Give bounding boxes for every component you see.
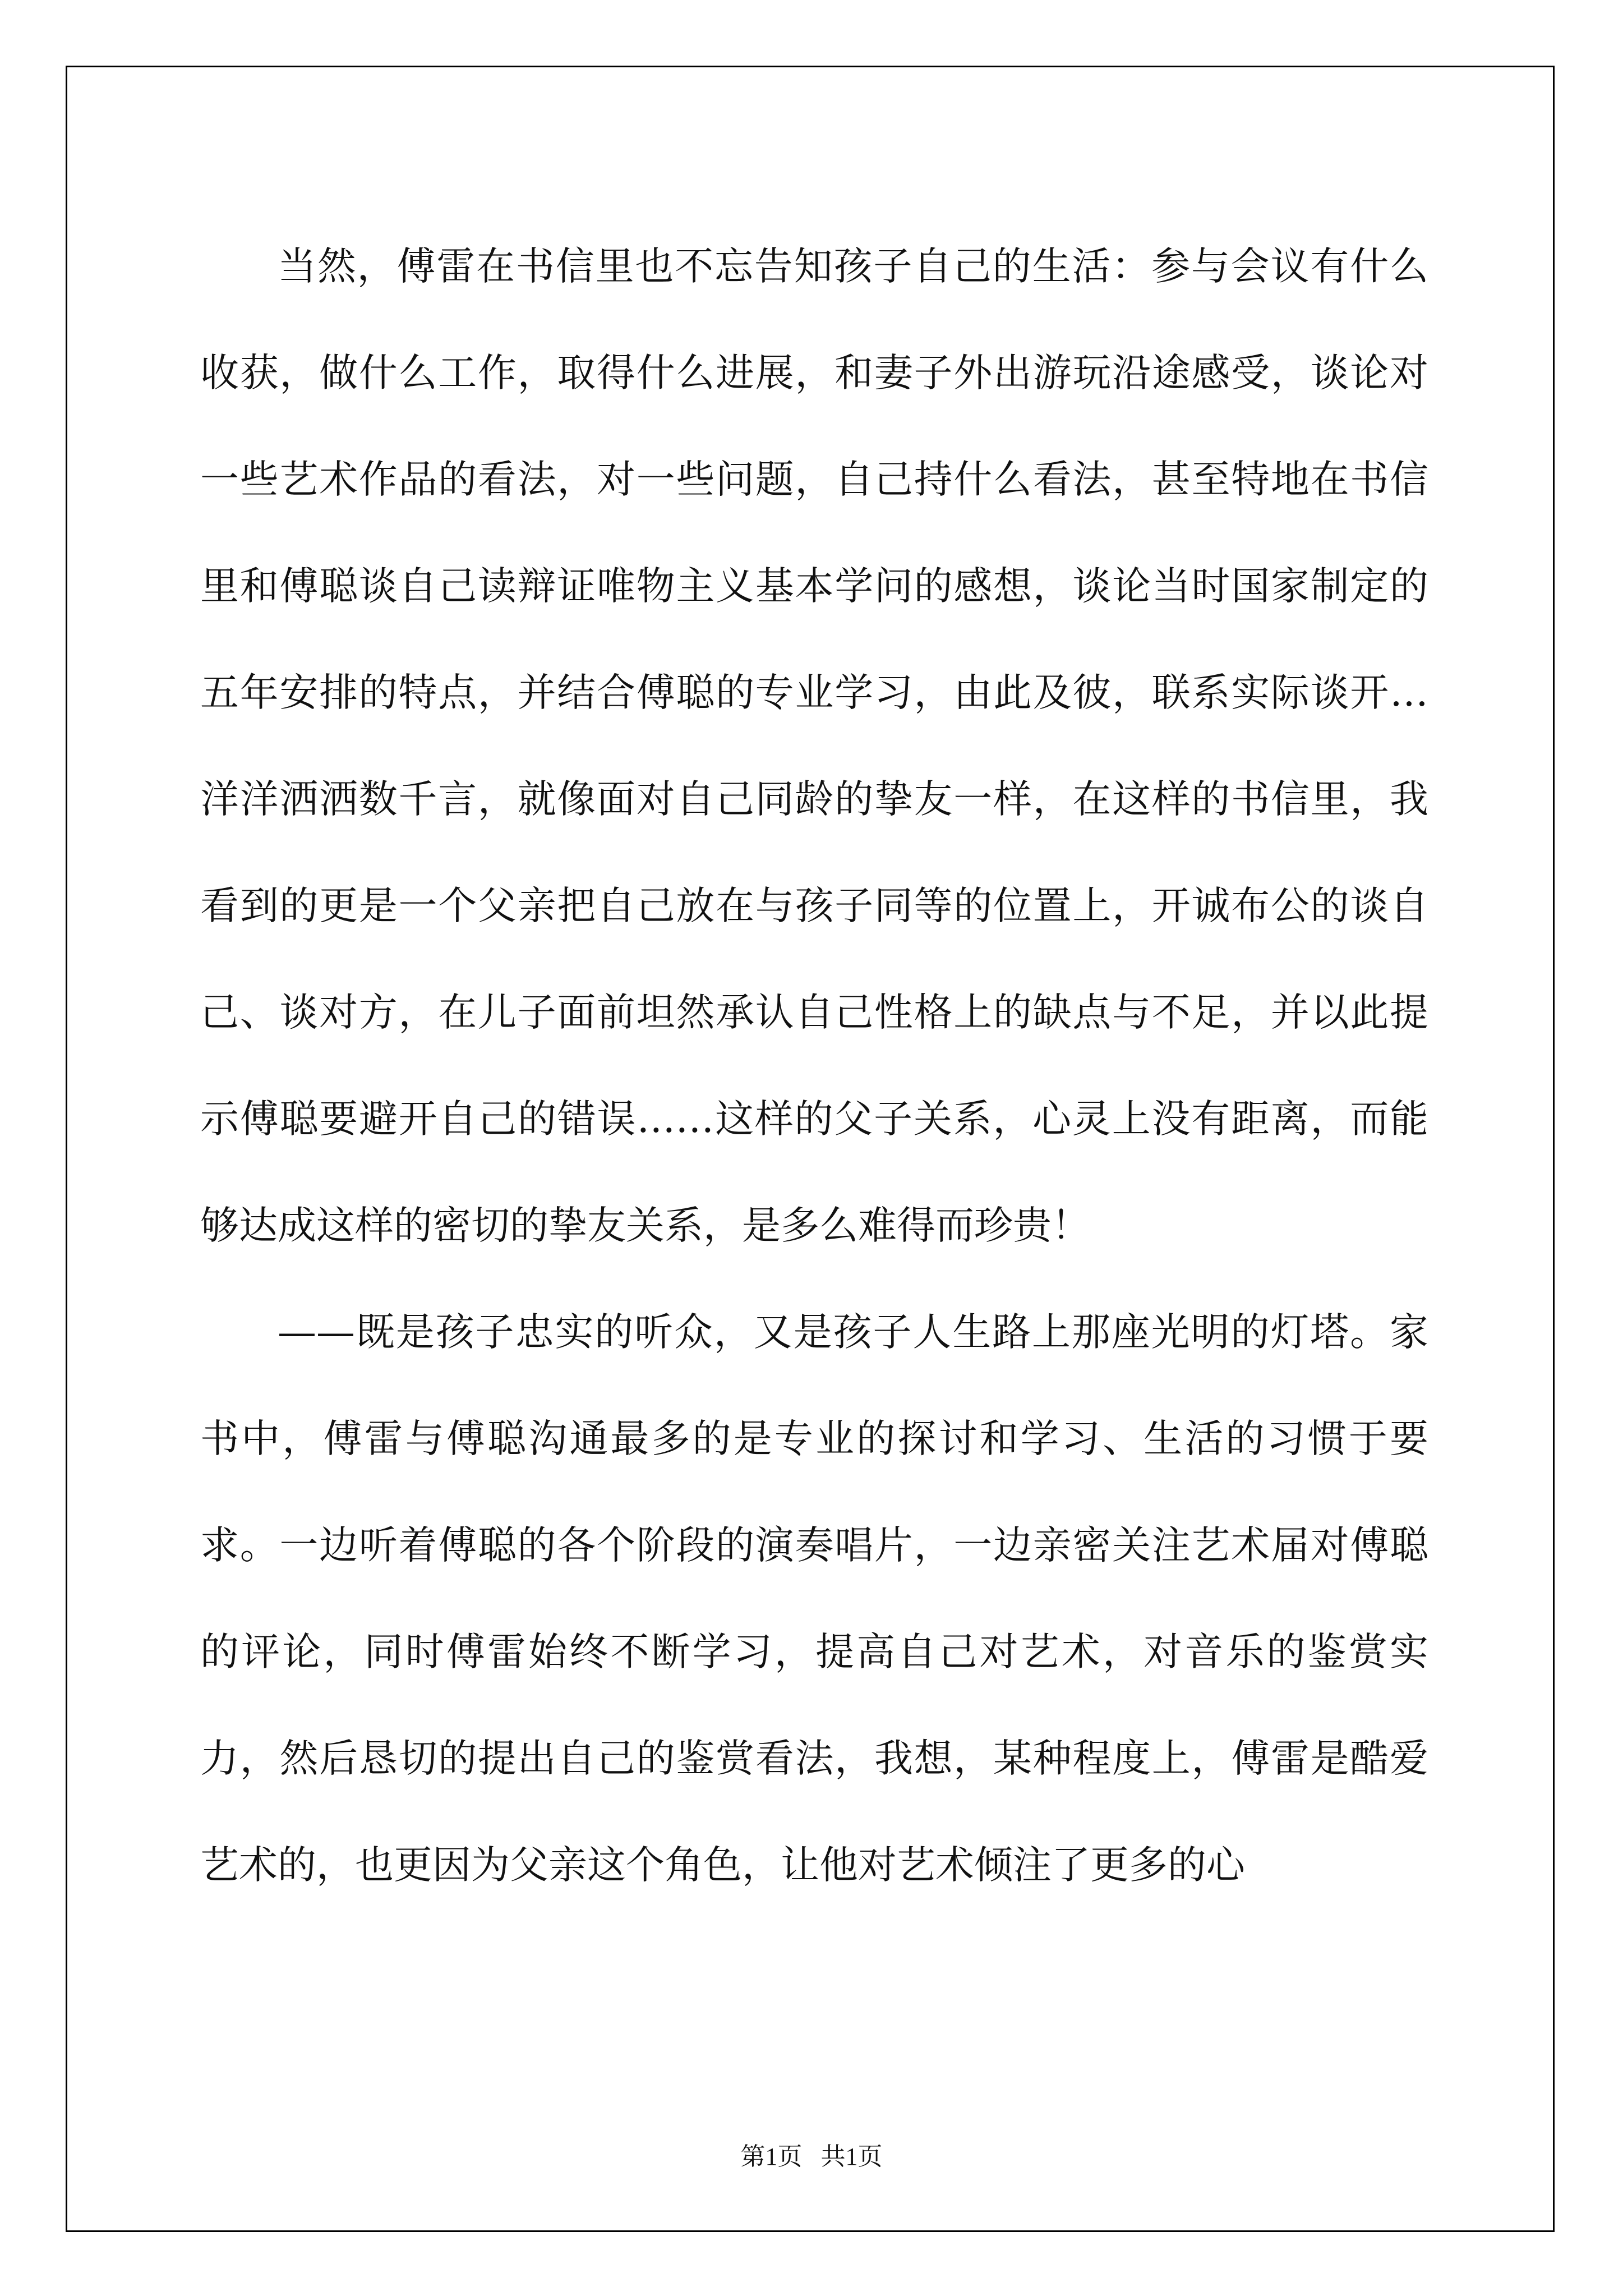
footer-separator — [803, 2143, 821, 2170]
paragraph: ——既是孩子忠实的听众，又是孩子人生路上那座光明的灯塔。家书中，傅雷与傅聪沟通最多的是专业的探讨和学习、生活的习惯于要求。一边听着傅聪的各个阶段的演奏唱片，一边亲密关注艺术届对傅聪的评论，同时傅雷始终不断学习，提高自己对艺术，对音乐的鉴赏实力，然后恳切的提出自己的鉴赏看法，我想，某种程度上，傅雷是酷爱艺术的，也更因为父亲这个角色，让他对艺术倾注了更多的心 — [200, 1310, 1428, 1888]
page-number: 第1页 — [740, 2143, 803, 2170]
document-body — [200, 213, 1428, 1918]
page-footer — [0, 2136, 1623, 2172]
page-total: 共1页 — [820, 2143, 883, 2170]
paragraph: 当然，傅雷在书信里也不忘告知孩子自己的生活：参与会议有什么收获，做什么工作，取得什么进展，和妻子外出游玩沿途感受，谈论对一些艺术作品的看法，对一些问题，自己持什么看法，甚至特地在书信里和傅聪谈自己读辩证唯物主义基本学问的感想，谈论当时国家制定的五年安排的特点，并结合傅聪的专业学习，由此及彼，联系实际谈开…洋洋洒洒数千言，就像面对自己同龄的挚友一样，在这样的书信里，我看到的更是一个父亲把自己放在与孩子同等的位置上，开诚布公的谈自己、谈对方，在儿子面前坦然承认自己性格上的缺点与不足，并以此提示傅聪要避开自己的错误……这样的父子关系，心灵上没有距离，而能够达成这样的密切的挚友关系，是多么难得而珍贵！ — [200, 244, 1428, 1248]
